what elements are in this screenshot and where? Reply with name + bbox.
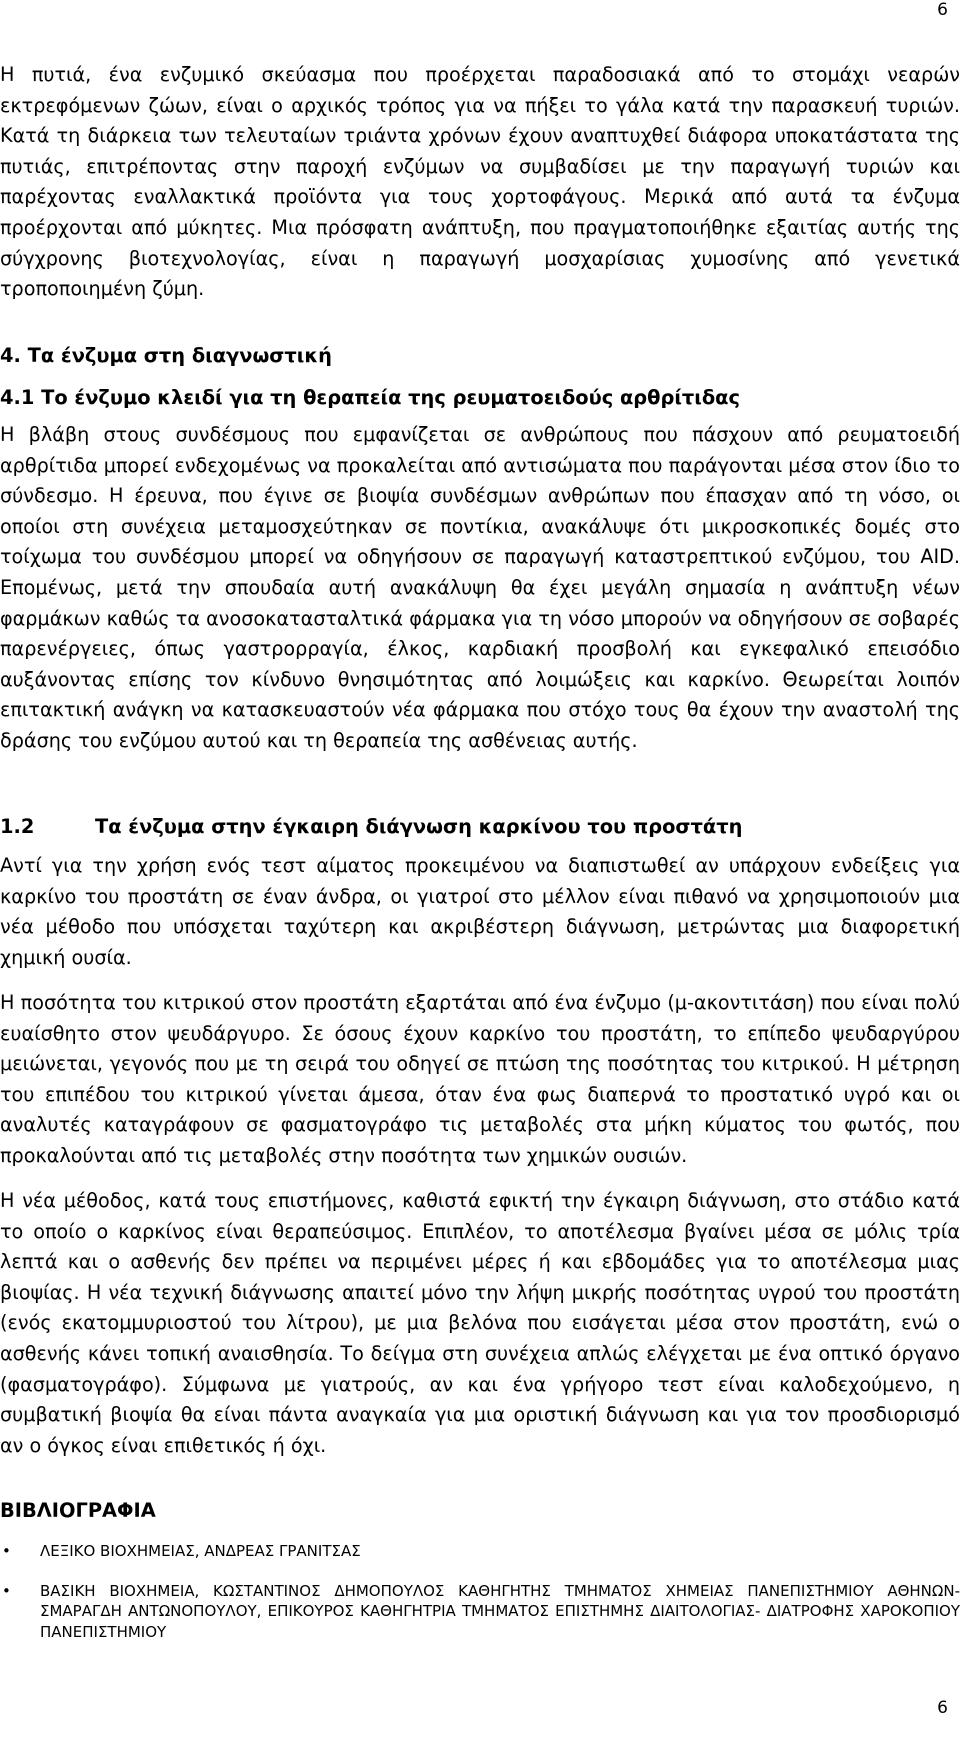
prostate-paragraph-1: Αντί για την χρήση ενός τεστ αίματος προκειμένου να διαπιστωθεί αν υπάρχουν ενδείξεις για καρκίνο του προστάτη σε έναν άνδρα, οι γιατροί στο μέλλον είναι πιθανό να χρησιμοποιούν μια νέα μέθοδο που υπόσχεται ταχύτερη και ακριβέστερη διάγνωση, μετρώντας μια διαφορετική χημική ουσία. [0, 854, 960, 969]
page-number-bottom: 6 [937, 1698, 948, 1718]
subsection-1-2-heading [0, 813, 960, 841]
intro-paragraph: Η πυτιά, ένα ενζυμικό σκεύασμα που προέρχεται παραδοσιακά από το στομάχι νεαρών εκτρεφόμενων ζώων, είναι ο αρχικός τρόπος για να πήξει το γάλα κατά την παρασκευή τυριών. Κατά τη διάρκεια των τελευταίων τριάντα χρόνων έχουν αναπτυχθεί διάφορα υποκατάστατα της πυτιάς, επιτρέποντας στην παροχή ενζύμων να συμβαδίσει με την παραγωγή τυριών και παρέχοντας εναλλακτικά προϊόντα για τους χορτοφάγους. Μερικά από αυτά τα ένζυμα προέρχονται από μύκητες. Μια πρόσφατη ανάπτυξη, που πραγματοποιήθηκε εξαιτίας αυτής της σύγχρονης βιοτεχνολογίας, είναι η παραγωγή μοσχαρίσιας χυμοσίνης από γενετικά τροποποιημένη ζύμη. [0, 63, 960, 301]
bibliography-heading: ΒΙΒΛΙΟΓΡΑΦΙΑ [0, 1499, 156, 1522]
prostate-paragraph-3: Η νέα μέθοδος, κατά τους επιστήμονες, καθιστά εφικτή την έγκαιρη διάγνωση, στο στάδιο κατά το οποίο ο καρκίνος είναι θεραπεύσιμος. Επιπλέον, το αποτέλεσμα βγαίνει μέσα σε μόλις τρία λεπτά και ο ασθενής δεν πρέπει να περιμένει μέρες ή και εβδομάδες για το αποτέλεσμα μιας βιοψίας. Η νέα τεχνική διάγνωσης απαιτεί μόνο την λήψη μικρής ποσότητας υγρού του προστάτη (ενός εκατομμυριοστού του λίτρου), με μια βελόνα που εισάγεται μέσα στον προστάτη, ενώ ο ασθενής κάνει τοπική αναισθησία. Το δείγμα στη συνέχεια απλώς ελέγχεται με ένα οπτικό όργανο (φασματογράφο). Σύμφωνα με γιατρούς, αν και ένα γρήγορο τεστ είναι καλοδεχούμενο, η συμβατική βιοψία θα είναι πάντα αναγκαία για μια οριστική διάγνωση και για τον προσδιορισμό αν ο όγκος είναι επιθετικός ή όχι. [0, 1189, 960, 1457]
bullet-icon: • [2, 1542, 11, 1560]
prostate-paragraph-2-block [0, 988, 960, 1172]
page-number-top: 6 [937, 0, 948, 20]
arthritis-paragraph: Η βλάβη στους συνδέσμους που εμφανίζεται σε ανθρώπους που πάσχουν από ρευματοειδή αρθρίτιδα μπορεί ενδεχομένως να προκαλείται από αντισώματα που παράγονται μέσα στον ίδιο το σύνδεσμο. Η έρευνα, που έγινε σε βιοψία συνδέσμων ανθρώπων που έπασχαν από τη νόσο, οι οποίοι στη συνέχεια μεταμοσχεύτηκαν σε ποντίκια, ανακάλυψε ότι μικροσκοπικές δομές στο τοίχωμα του συνδέσμου μπορεί να οδηγήσουν σε παραγωγή καταστρεπτικού ενζύμου, του AID. Επομένως, μετά την σπουδαία αυτή ανακάλυψη θα έχει μεγάλη σημασία η ανάπτυξη νέων φαρμάκων καθώς τα ανοσοκατασταλτικά φάρμακα για τη νόσο μπορούν να οδηγήσουν σε σοβαρές παρενέργειες, όπως γαστρορραγία, έλκος, καρδιακή προσβολή και εγκεφαλικό επεισόδιο αυξάνοντας επίσης τον κίνδυνο θνησιμότητας από λοιμώξεις και καρκίνο. Θεωρείται λοιπόν επιτακτική ανάγκη να κατασκευαστούν νέα φάρμακα που στόχο τους θα έχουν την αναστολή της δράσης του ενζύμου αυτού και τη θεραπεία της ασθένειας αυτής. [0, 423, 960, 752]
bibliography-list [0, 1541, 960, 1643]
prostate-paragraph-1-block [0, 851, 960, 973]
bibliography-list-block [0, 1541, 960, 1643]
intro-paragraph-block [0, 60, 960, 305]
prostate-paragraph-3-block [0, 1186, 960, 1461]
bibliography-item [0, 1541, 960, 1562]
bullet-icon: • [2, 1581, 11, 1600]
subsection-4-1-heading: 4.1 Το ένζυμο κλειδί για τη θεραπεία της ρευματοειδούς αρθρίτιδας [0, 386, 740, 409]
section-4-heading-block [0, 342, 960, 370]
bibliography-item-text: ΒΑΣΙΚΗ ΒΙΟΧΗΜΕΙΑ, ΚΩΣΤΑΝΤΙΝΟΣ ΔΗΜΟΠΟΥΛΟΣ ΚΑΘΗΓΗΤΗΣ ΤΜΗΜΑΤΟΣ ΧΗΜΕΙΑΣ ΠΑΝΕΠΙΣΤΗΜΙΟΥ ΑΘΗΝΩΝ- ΣΜΑΡΑΓΔΗ ΑΝΤΩΝΟΠΟΥΛΟΥ, ΕΠΙΚΟΥΡΟΣ ΚΑΘΗΓΗΤΡΙΑ ΤΜΗΜΑΤΟΣ ΕΠΙΣΤΗΜΗΣ ΔΙΑΙΤΟΛΟΓΙΑΣ- ΔΙΑΤΡΟΦΗΣ ΧΑΡΟΚΟΠΙΟΥ ΠΑΝΕΠΙΣΤΗΜΙΟΥ [40, 1581, 960, 1642]
prostate-paragraph-2: Η ποσότητα του κιτρικού στον προστάτη εξαρτάται από ένα ένζυμο (μ-ακοντιτάση) που είναι πολύ ευαίσθητο στον ψευδάργυρο. Σε όσους έχουν καρκίνο του προστάτη, το επίπεδο ψευδαργύρου μειώνεται, γεγονός που με τη σειρά του οδηγεί σε πτώση της ποσότητας του κιτρικού. Η μέτρηση του επιπέδου του κιτρικού γίνεται άμεσα, όταν ένα φως διαπερνά το προστατικό υγρό και οι αναλυτές καταγράφουν σε φασματογράφο τις μεταβολές στα μήκη κύματος του φωτός, που προκαλούνται από τις μεταβολές στην ποσότητα των χημικών ουσιών. [0, 991, 960, 1167]
bibliography-item [0, 1581, 960, 1643]
subsection-1-2-number: 1.2 [0, 815, 35, 838]
section-4-heading: 4. Τα ένζυμα στη διαγνωστική [0, 344, 332, 367]
subsection-4-1-heading-block [0, 384, 960, 412]
bibliography-heading-block [0, 1497, 960, 1525]
subsection-1-2-title: Τα ένζυμα στην έγκαιρη διάγνωση καρκίνου του προστάτη [95, 815, 743, 838]
bibliography-item-text: ΛΕΞΙΚΟ ΒΙΟΧΗΜΕΙΑΣ, ΑΝΔΡΕΑΣ ΓΡΑΝΙΤΣΑΣ [40, 1542, 361, 1560]
arthritis-paragraph-block [0, 420, 960, 757]
subsection-1-2-heading-block [0, 813, 960, 841]
